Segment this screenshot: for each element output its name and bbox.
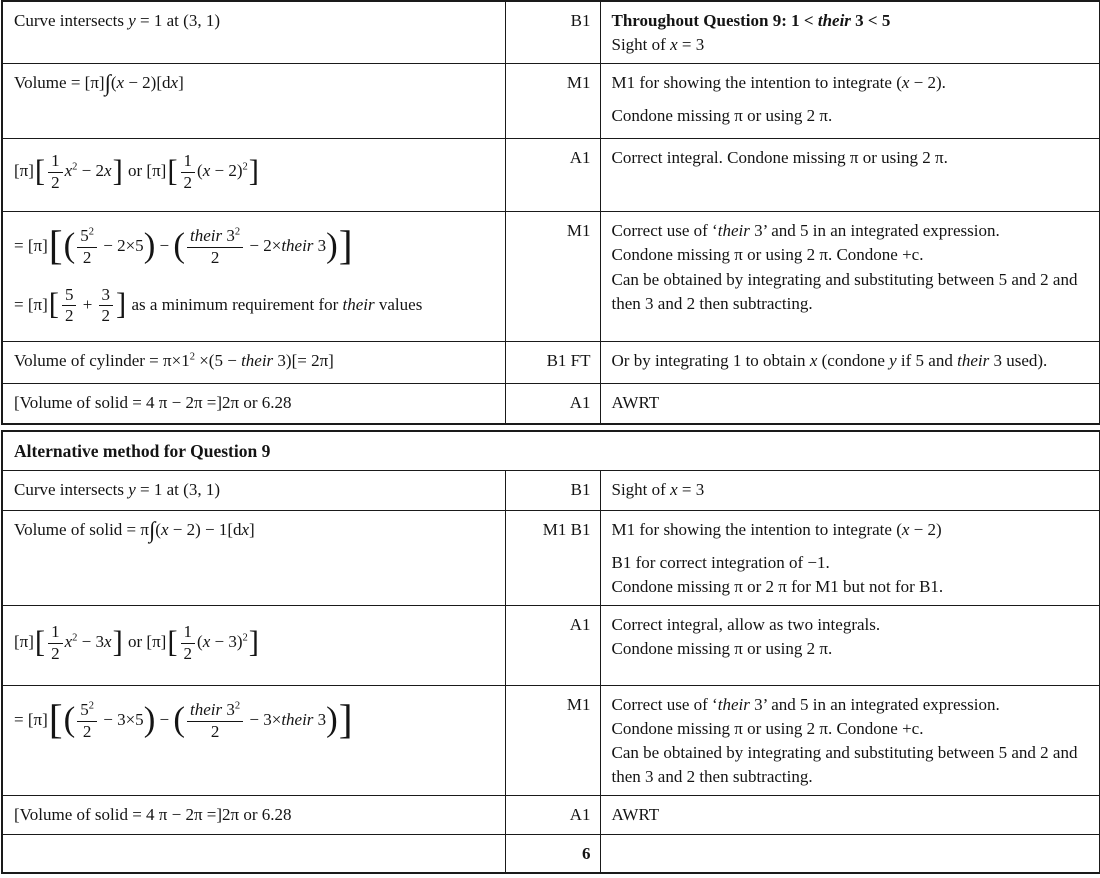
empty-cell	[2, 834, 505, 873]
table-row	[2, 64, 1100, 139]
total-marks-cell: 6	[505, 834, 600, 873]
working-cell	[2, 685, 505, 796]
empty-cell	[600, 834, 1100, 873]
mark-cell: M1	[505, 212, 600, 342]
guidance-text: Correct integral. Condone missing π or using 2 π.	[611, 148, 948, 168]
guidance-text: AWRT	[611, 393, 660, 413]
guidance-cell	[600, 796, 1100, 834]
table-row	[2, 431, 1100, 470]
mark-cell: A1	[505, 605, 600, 685]
working-text: = [π][( $\frac{5^2}{2}$ − 2×5) − ( their $3^2$ 2 − 2×their 3)] = [π][ $\frac{5}{2}$ + $\frac{3}{2}$ ] as a minimum requirement for their values	[14, 222, 423, 326]
guidance-text: Throughout Question 9: 1 < their 3 < 5 Sight of x = 3	[611, 11, 891, 55]
mark-scheme-table-alternative	[1, 430, 1100, 874]
working-cell	[2, 1, 505, 64]
table-row	[2, 605, 1100, 685]
guidance-cell	[600, 470, 1100, 510]
working-cell	[2, 510, 505, 605]
guidance-text: Or by integrating 1 to obtain x (condone y if 5 and their 3 used).	[611, 351, 1048, 371]
working-text: Volume of cylinder = $\pi\times 1^2 \times(5$ − their 3)[= 2π]	[14, 351, 334, 371]
table-row	[2, 139, 1100, 212]
mark-cell: M1 B1	[505, 510, 600, 605]
guidance-cell	[600, 510, 1100, 605]
working-text: Curve intersects y = 1 at (3, 1)	[14, 11, 220, 30]
mark-cell: A1	[505, 796, 600, 834]
guidance-text: M1 for showing the intention to integrate (x − 2). Condone missing π or using 2 π.	[611, 73, 946, 126]
working-text: = [π][( $\frac{5^2}{2}$ − 3×5) − ( their $3^2$ 2 − 3×their 3)]	[14, 696, 353, 743]
table-row	[2, 1, 1100, 64]
working-text: Volume = [π]∫(x − 2)[dx]	[14, 70, 184, 96]
working-cell	[2, 470, 505, 510]
table-row	[2, 510, 1100, 605]
guidance-cell	[600, 212, 1100, 342]
table-row	[2, 796, 1100, 834]
table-row	[2, 685, 1100, 796]
alternative-method-header: Alternative method for Question 9	[2, 431, 1100, 470]
working-cell	[2, 64, 505, 139]
working-text: [π][ $\frac{1}{2}$ $x^2 - 2x$] or [π][ $\frac{1}{2}$ $(x - 2)^2$]	[14, 151, 259, 192]
mark-cell: B1 FT	[505, 342, 600, 384]
working-text: [π][ $\frac{1}{2}$ $x^2 - 3x$] or [π][ $\frac{1}{2}$ $(x - 3)^2$]	[14, 621, 259, 663]
mark-cell: B1	[505, 470, 600, 510]
working-text: Curve intersects y = 1 at (3, 1)	[14, 479, 220, 499]
guidance-cell	[600, 384, 1100, 424]
working-cell	[2, 384, 505, 424]
guidance-cell	[600, 685, 1100, 796]
guidance-text: Correct use of ‘their 3’ and 5 in an integrated expression. Condone missing π or using 2 π. Condone +c. Can be obtained by integrating and substituting between 5 and 2 and then 3 and 2 then subtracting.	[611, 221, 1078, 313]
working-text: [Volume of solid = 4 π − 2π =]2π or 6.28	[14, 393, 292, 413]
mark-cell: M1	[505, 64, 600, 139]
working-cell	[2, 796, 505, 834]
guidance-cell	[600, 605, 1100, 685]
mark-cell: A1	[505, 384, 600, 424]
guidance-text: AWRT	[611, 805, 660, 825]
guidance-text: Correct integral, allow as two integrals. Condone missing π or using 2 π.	[611, 614, 881, 659]
working-text: [Volume of solid = 4 π − 2π =]2π or 6.28	[14, 805, 292, 825]
working-cell	[2, 342, 505, 384]
guidance-cell	[600, 1, 1100, 64]
guidance-cell	[600, 342, 1100, 384]
table-row	[2, 384, 1100, 424]
table-row	[2, 834, 1100, 873]
mark-cell: B1	[505, 1, 600, 64]
mark-cell: M1	[505, 685, 600, 796]
working-cell	[2, 605, 505, 685]
guidance-text: Correct use of ‘their 3’ and 5 in an integrated expression. Condone missing π or using 2 π. Condone +c. Can be obtained by integrating and substituting between 5 and 2 and then 3 and 2 then subtracting.	[611, 694, 1078, 787]
table-row	[2, 212, 1100, 342]
guidance-cell	[600, 139, 1100, 212]
table-row	[2, 470, 1100, 510]
guidance-cell	[600, 64, 1100, 139]
guidance-text: Sight of x = 3	[611, 479, 705, 499]
working-cell	[2, 139, 505, 212]
mark-cell: A1	[505, 139, 600, 212]
table-row	[2, 342, 1100, 384]
working-text: Volume of solid = π∫(x − 2) − 1[dx]	[14, 516, 255, 542]
working-cell	[2, 212, 505, 342]
guidance-text: M1 for showing the intention to integrate (x − 2) B1 for correct integration of −1. Condone missing π or 2 π for M1 but not for B1.	[611, 519, 944, 596]
mark-scheme-table-main	[1, 0, 1100, 425]
